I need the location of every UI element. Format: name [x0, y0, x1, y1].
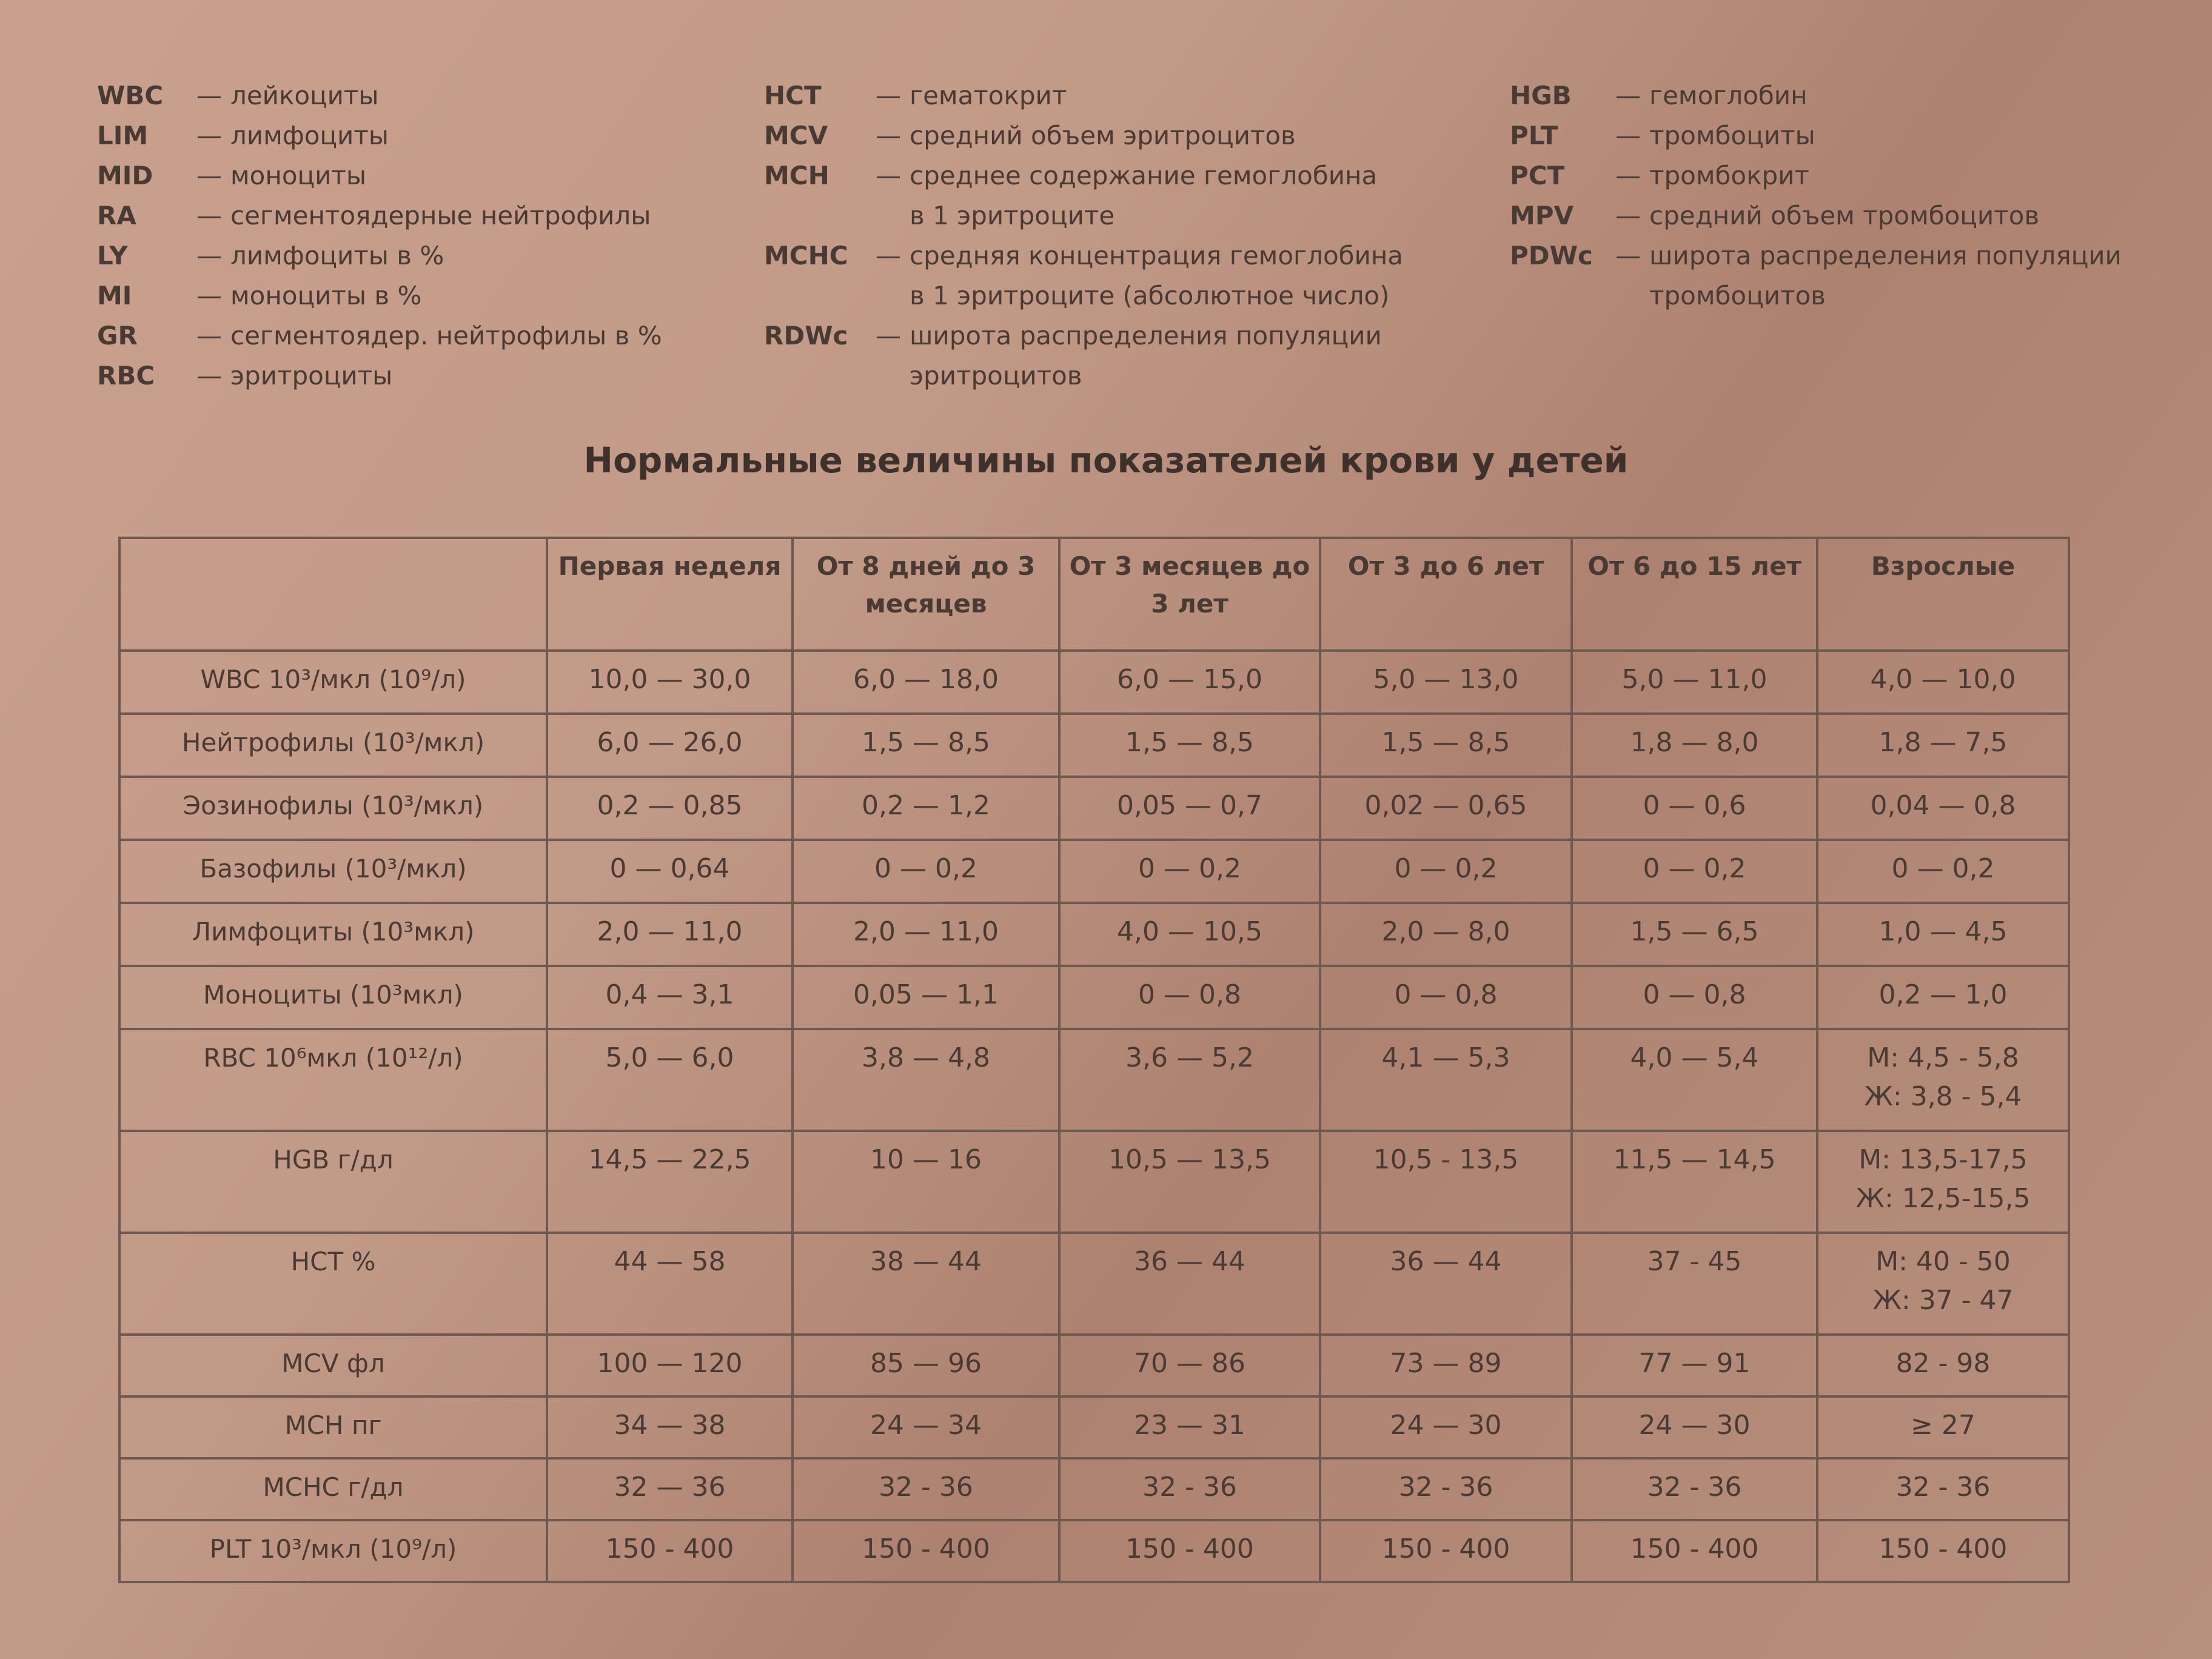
legend-desc: тромбоциты: [1649, 121, 1815, 150]
table-cell: 0,05 — 0,7: [1059, 777, 1320, 840]
row-label: HGB г/дл: [119, 1131, 547, 1233]
table-cell: 32 — 36: [547, 1458, 793, 1520]
legend-entry: [764, 116, 1403, 156]
legend-entry: [97, 116, 662, 156]
legend-desc: средний объем тромбоцитов: [1649, 201, 2040, 230]
table-cell: 85 — 96: [793, 1335, 1059, 1396]
table-row: [119, 1029, 2069, 1131]
row-label: MCH пг: [119, 1396, 547, 1458]
row-label: WBC 10³/мкл (10⁹/л): [119, 651, 547, 714]
legend-desc-cont: тромбоцитов: [1649, 281, 1826, 310]
table-cell: 32 - 36: [1817, 1458, 2069, 1520]
legend-dash: —: [196, 241, 222, 270]
table-cell: 1,5 — 8,5: [1320, 714, 1572, 777]
legend-abbr: MCV: [764, 121, 828, 150]
table-cell: 5,0 — 13,0: [1320, 651, 1572, 714]
table-header-row: [119, 538, 2069, 651]
legend-desc: средняя концентрация гемоглобина: [910, 241, 1404, 270]
legend-entry: [97, 316, 662, 356]
table-row: [119, 966, 2069, 1029]
legend-entry: [1510, 236, 2122, 276]
legend-desc: лимфоциты в %: [230, 241, 444, 270]
legend-entry: [97, 76, 662, 116]
table-cell: 4,0 — 5,4: [1572, 1029, 1817, 1131]
legend-abbr: MCHC: [764, 241, 848, 270]
legend-abbr: MID: [97, 161, 153, 190]
legend-entry: [97, 236, 662, 276]
table-cell: 0,05 — 1,1: [793, 966, 1059, 1029]
table-row: [119, 777, 2069, 840]
legend-abbr: HGB: [1510, 81, 1572, 110]
table-row: [119, 1233, 2069, 1335]
legend-dash: —: [1615, 161, 1641, 190]
table-cell: 73 — 89: [1320, 1335, 1572, 1396]
legend-entry: [97, 356, 662, 396]
legend-dash: —: [876, 161, 901, 190]
table-cell: 0 — 0,2: [1817, 840, 2069, 903]
legend-dash: —: [196, 281, 222, 310]
table-cell: 0,2 — 1,0: [1817, 966, 2069, 1029]
column-header: От 3 месяцев до 3 лет: [1059, 538, 1320, 651]
legend-column-3: [1510, 76, 2122, 316]
table-cell: 37 - 45: [1572, 1233, 1817, 1335]
table-cell: 32 - 36: [1059, 1458, 1320, 1520]
legend-column-1: [97, 76, 662, 396]
legend-abbr: PDWc: [1510, 241, 1593, 270]
column-header: От 3 до 6 лет: [1320, 538, 1572, 651]
legend-desc: моноциты: [230, 161, 367, 190]
row-label: Базофилы (10³/мкл): [119, 840, 547, 903]
column-header: Первая неделя: [547, 538, 793, 651]
legend-abbr: PLT: [1510, 121, 1558, 150]
legend-dash: —: [1615, 241, 1641, 270]
table-cell: 34 — 38: [547, 1396, 793, 1458]
legend-dash: —: [196, 361, 222, 390]
legend-desc-cont: в 1 эритроците: [910, 201, 1115, 230]
table-cell: 24 — 30: [1572, 1396, 1817, 1458]
row-label: MCV фл: [119, 1335, 547, 1396]
table-cell: 150 - 400: [1059, 1520, 1320, 1582]
table-cell: 0 — 0,8: [1572, 966, 1817, 1029]
legend-desc: тромбокрит: [1649, 161, 1809, 190]
table-row: [119, 651, 2069, 714]
column-header: От 6 до 15 лет: [1572, 538, 1817, 651]
column-header: От 8 дней до 3 месяцев: [793, 538, 1059, 651]
table-cell: 0,4 — 3,1: [547, 966, 793, 1029]
legend-dash: —: [196, 201, 222, 230]
table-cell: 32 - 36: [793, 1458, 1059, 1520]
legend-entry: [1510, 76, 2122, 116]
table-cell: 14,5 — 22,5: [547, 1131, 793, 1233]
table-cell: 0 — 0,2: [793, 840, 1059, 903]
legend-abbr: RBC: [97, 361, 155, 390]
table-cell: 0,02 — 0,65: [1320, 777, 1572, 840]
legend-dash: —: [876, 81, 901, 110]
legend-desc: широта распределения популяции: [910, 321, 1382, 350]
legend-entry: [97, 276, 662, 316]
legend-desc: сегментоядер. нейтрофилы в %: [230, 321, 662, 350]
table-cell: 44 — 58: [547, 1233, 793, 1335]
table-cell: 2,0 — 11,0: [793, 903, 1059, 966]
legend-desc: гематокрит: [910, 81, 1067, 110]
table-cell: 24 — 34: [793, 1396, 1059, 1458]
table-cell: 0 — 0,8: [1320, 966, 1572, 1029]
legend-entry: [97, 196, 662, 236]
table-cell: 0,2 — 0,85: [547, 777, 793, 840]
table-cell: 10,0 — 30,0: [547, 651, 793, 714]
legend-dash: —: [876, 121, 901, 150]
table-cell: 6,0 — 18,0: [793, 651, 1059, 714]
table-cell: 0 — 0,2: [1320, 840, 1572, 903]
table-cell: 0,04 — 0,8: [1817, 777, 2069, 840]
row-label: Моноциты (10³мкл): [119, 966, 547, 1029]
legend-column-2: [764, 76, 1403, 396]
legend-abbr: WBC: [97, 81, 164, 110]
table-row: [119, 840, 2069, 903]
table-cell: 38 — 44: [793, 1233, 1059, 1335]
table-cell: 1,8 — 7,5: [1817, 714, 2069, 777]
legend-abbr: PCT: [1510, 161, 1565, 190]
table-cell: 0,2 — 1,2: [793, 777, 1059, 840]
legend-dash: —: [1615, 81, 1641, 110]
row-label: PLT 10³/мкл (10⁹/л): [119, 1520, 547, 1582]
table-cell: 70 — 86: [1059, 1335, 1320, 1396]
row-label: RBC 10⁶мкл (10¹²/л): [119, 1029, 547, 1131]
table-row: [119, 1335, 2069, 1396]
legend-dash: —: [196, 161, 222, 190]
legend-dash: —: [876, 241, 901, 270]
legend-entry: [1510, 116, 2122, 156]
table-cell: 150 - 400: [547, 1520, 793, 1582]
row-label: HCT %: [119, 1233, 547, 1335]
table-cell: М: 40 - 50 Ж: 37 - 47: [1817, 1233, 2069, 1335]
table-cell: 0 — 0,64: [547, 840, 793, 903]
legend-entry: [764, 156, 1403, 196]
legend-abbr: MCH: [764, 161, 830, 190]
legend-entry: [1510, 196, 2122, 236]
table-cell: 32 - 36: [1320, 1458, 1572, 1520]
legend-desc: широта распределения популяции: [1649, 241, 2122, 270]
table-cell: 150 - 400: [1572, 1520, 1817, 1582]
legend-dash: —: [196, 321, 222, 350]
legend-desc: средний объем эритроцитов: [910, 121, 1296, 150]
column-header: [119, 538, 547, 651]
legend-desc-cont: в 1 эритроците (абсолютное число): [910, 281, 1390, 310]
legend-abbr: LIM: [97, 121, 149, 150]
table-cell: 1,5 — 8,5: [1059, 714, 1320, 777]
table-cell: 0 — 0,2: [1572, 840, 1817, 903]
table-cell: 5,0 — 6,0: [547, 1029, 793, 1131]
legend-desc-cont: эритроцитов: [910, 361, 1082, 390]
table-cell: 150 - 400: [1320, 1520, 1572, 1582]
table-cell: 10,5 - 13,5: [1320, 1131, 1572, 1233]
table-cell: 0 — 0,2: [1059, 840, 1320, 903]
table-cell: 100 — 120: [547, 1335, 793, 1396]
table-cell: 4,0 — 10,5: [1059, 903, 1320, 966]
table-cell: 4,1 — 5,3: [1320, 1029, 1572, 1131]
table-cell: 36 — 44: [1320, 1233, 1572, 1335]
column-header: Взрослые: [1817, 538, 2069, 651]
table-row: [119, 1396, 2069, 1458]
table-cell: 1,5 — 8,5: [793, 714, 1059, 777]
legend-desc: гемоглобин: [1649, 81, 1808, 110]
table-cell: 150 - 400: [793, 1520, 1059, 1582]
table-cell: 36 — 44: [1059, 1233, 1320, 1335]
table-cell: 24 — 30: [1320, 1396, 1572, 1458]
table-cell: М: 4,5 - 5,8 Ж: 3,8 - 5,4: [1817, 1029, 2069, 1131]
legend-dash: —: [196, 121, 222, 150]
legend-entry: [97, 156, 662, 196]
legend-abbr: RA: [97, 201, 136, 230]
row-label: Нейтрофилы (10³/мкл): [119, 714, 547, 777]
table-cell: 3,6 — 5,2: [1059, 1029, 1320, 1131]
table-cell: 2,0 — 11,0: [547, 903, 793, 966]
legend-abbr: MI: [97, 281, 132, 310]
legend-desc: эритроциты: [230, 361, 393, 390]
table-cell: 6,0 — 26,0: [547, 714, 793, 777]
table-row: [119, 714, 2069, 777]
legend-desc: моноциты в %: [230, 281, 422, 310]
table-cell: ≥ 27: [1817, 1396, 2069, 1458]
table-cell: 23 — 31: [1059, 1396, 1320, 1458]
page-title: Нормальные величины показателей крови у детей: [583, 440, 1629, 481]
row-label: Лимфоциты (10³мкл): [119, 903, 547, 966]
legend-desc: среднее содержание гемоглобина: [910, 161, 1378, 190]
table-cell: 4,0 — 10,0: [1817, 651, 2069, 714]
table-cell: 10 — 16: [793, 1131, 1059, 1233]
legend-dash: —: [876, 321, 901, 350]
table-row: [119, 1131, 2069, 1233]
legend-abbr: MPV: [1510, 201, 1574, 230]
legend-abbr: RDWc: [764, 321, 848, 350]
legend-entry: [764, 236, 1403, 276]
legend-entry: [764, 316, 1403, 356]
legend-desc: лимфоциты: [230, 121, 389, 150]
legend-abbr: GR: [97, 321, 138, 350]
legend-entry: [1510, 156, 2122, 196]
table-cell: 1,0 — 4,5: [1817, 903, 2069, 966]
table-cell: 1,8 — 8,0: [1572, 714, 1817, 777]
table-cell: 77 — 91: [1572, 1335, 1817, 1396]
table-row: [119, 903, 2069, 966]
legend-desc: лейкоциты: [230, 81, 379, 110]
table-cell: 11,5 — 14,5: [1572, 1131, 1817, 1233]
table-cell: 6,0 — 15,0: [1059, 651, 1320, 714]
table-cell: 3,8 — 4,8: [793, 1029, 1059, 1131]
table-row: [119, 1458, 2069, 1520]
table-cell: 0 — 0,8: [1059, 966, 1320, 1029]
legend-abbr: LY: [97, 241, 128, 270]
table-cell: 82 - 98: [1817, 1335, 2069, 1396]
legend-entry: [764, 76, 1403, 116]
legend-dash: —: [1615, 121, 1641, 150]
table-cell: 10,5 — 13,5: [1059, 1131, 1320, 1233]
table-row: [119, 1520, 2069, 1582]
legend-desc: сегментоядерные нейтрофилы: [230, 201, 651, 230]
legend-abbr: HCT: [764, 81, 822, 110]
table-cell: 5,0 — 11,0: [1572, 651, 1817, 714]
table-cell: М: 13,5-17,5 Ж: 12,5-15,5: [1817, 1131, 2069, 1233]
legend-dash: —: [196, 81, 222, 110]
table-cell: 1,5 — 6,5: [1572, 903, 1817, 966]
row-label: Эозинофилы (10³/мкл): [119, 777, 547, 840]
table-cell: 0 — 0,6: [1572, 777, 1817, 840]
table-cell: 2,0 — 8,0: [1320, 903, 1572, 966]
table-cell: 150 - 400: [1817, 1520, 2069, 1582]
legend-dash: —: [1615, 201, 1641, 230]
row-label: MCHC г/дл: [119, 1458, 547, 1520]
table-cell: 32 - 36: [1572, 1458, 1817, 1520]
blood-norms-table: [118, 537, 2070, 1583]
